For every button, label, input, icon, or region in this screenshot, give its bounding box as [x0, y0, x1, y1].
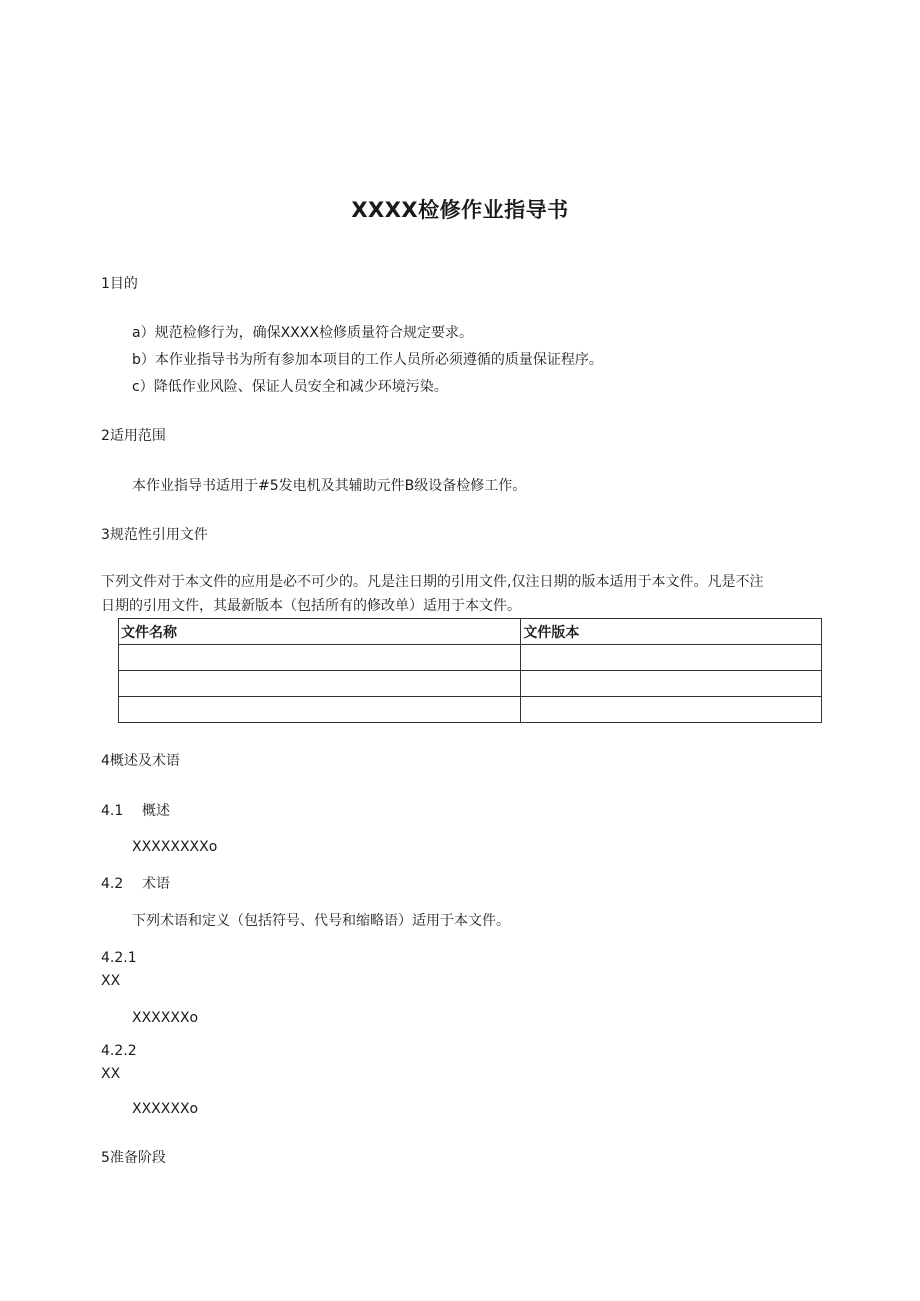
reference-documents-table	[118, 618, 822, 723]
section-4-2-label: 术语	[142, 876, 170, 892]
table-cell	[521, 671, 822, 697]
section-4-1-text: XXXXXXXXo	[132, 839, 218, 855]
table-row	[119, 671, 822, 697]
table-row	[119, 697, 822, 723]
section-4-2-1-text: XXXXXXo	[132, 1010, 199, 1026]
column-header-file-name: 文件名称	[119, 619, 521, 645]
section-2-text: 本作业指导书适用于#5发电机及其辅助元件B级设备检修工作。	[132, 478, 527, 494]
section-1-heading: 1目的	[101, 276, 138, 292]
table-cell	[521, 697, 822, 723]
document-title: XXXX检修作业指导书	[351, 198, 569, 222]
section-1-item-c: c）降低作业风险、保证人员安全和减少环境污染。	[132, 379, 448, 395]
section-4-2-1-number: 4.2.1	[101, 950, 137, 966]
section-4-2-2-text: XXXXXXo	[132, 1101, 199, 1117]
section-4-heading: 4概述及术语	[101, 753, 180, 769]
section-1-item-b: b）本作业指导书为所有参加本项目的工作人员所必须遵循的质量保证程序。	[132, 352, 603, 368]
section-4-2-number: 4.2	[101, 876, 124, 892]
section-4-2-2-number: 4.2.2	[101, 1043, 137, 1059]
table-row	[119, 645, 822, 671]
section-2-heading: 2适用范围	[101, 428, 166, 444]
section-4-2-text: 下列术语和定义（包括符号、代号和缩略语）适用于本文件。	[132, 913, 510, 929]
section-3-paragraph-line-2: 日期的引用文件，其最新版本（包括所有的修改单）适用于本文件。	[101, 598, 521, 614]
section-3-paragraph-line-1: 下列文件对于本文件的应用是必不可少的。凡是注日期的引用文件,仅注日期的版本适用于本文件。凡是不注	[101, 574, 764, 590]
column-header-file-version: 文件版本	[521, 619, 822, 645]
section-4-1-number: 4.1	[101, 803, 124, 819]
section-4-1-label: 概述	[142, 803, 170, 819]
section-1-item-a: a）规范检修行为，确保XXXX检修质量符合规定要求。	[132, 325, 473, 341]
section-5-heading: 5准备阶段	[101, 1150, 166, 1166]
table-cell	[521, 645, 822, 671]
table-cell	[119, 645, 521, 671]
section-4-2-1-name: XX	[101, 973, 121, 989]
table-header-row	[119, 619, 822, 645]
section-4-2-2-name: XX	[101, 1066, 121, 1082]
table-cell	[119, 671, 521, 697]
table-cell	[119, 697, 521, 723]
section-3-heading: 3规范性引用文件	[101, 527, 208, 543]
